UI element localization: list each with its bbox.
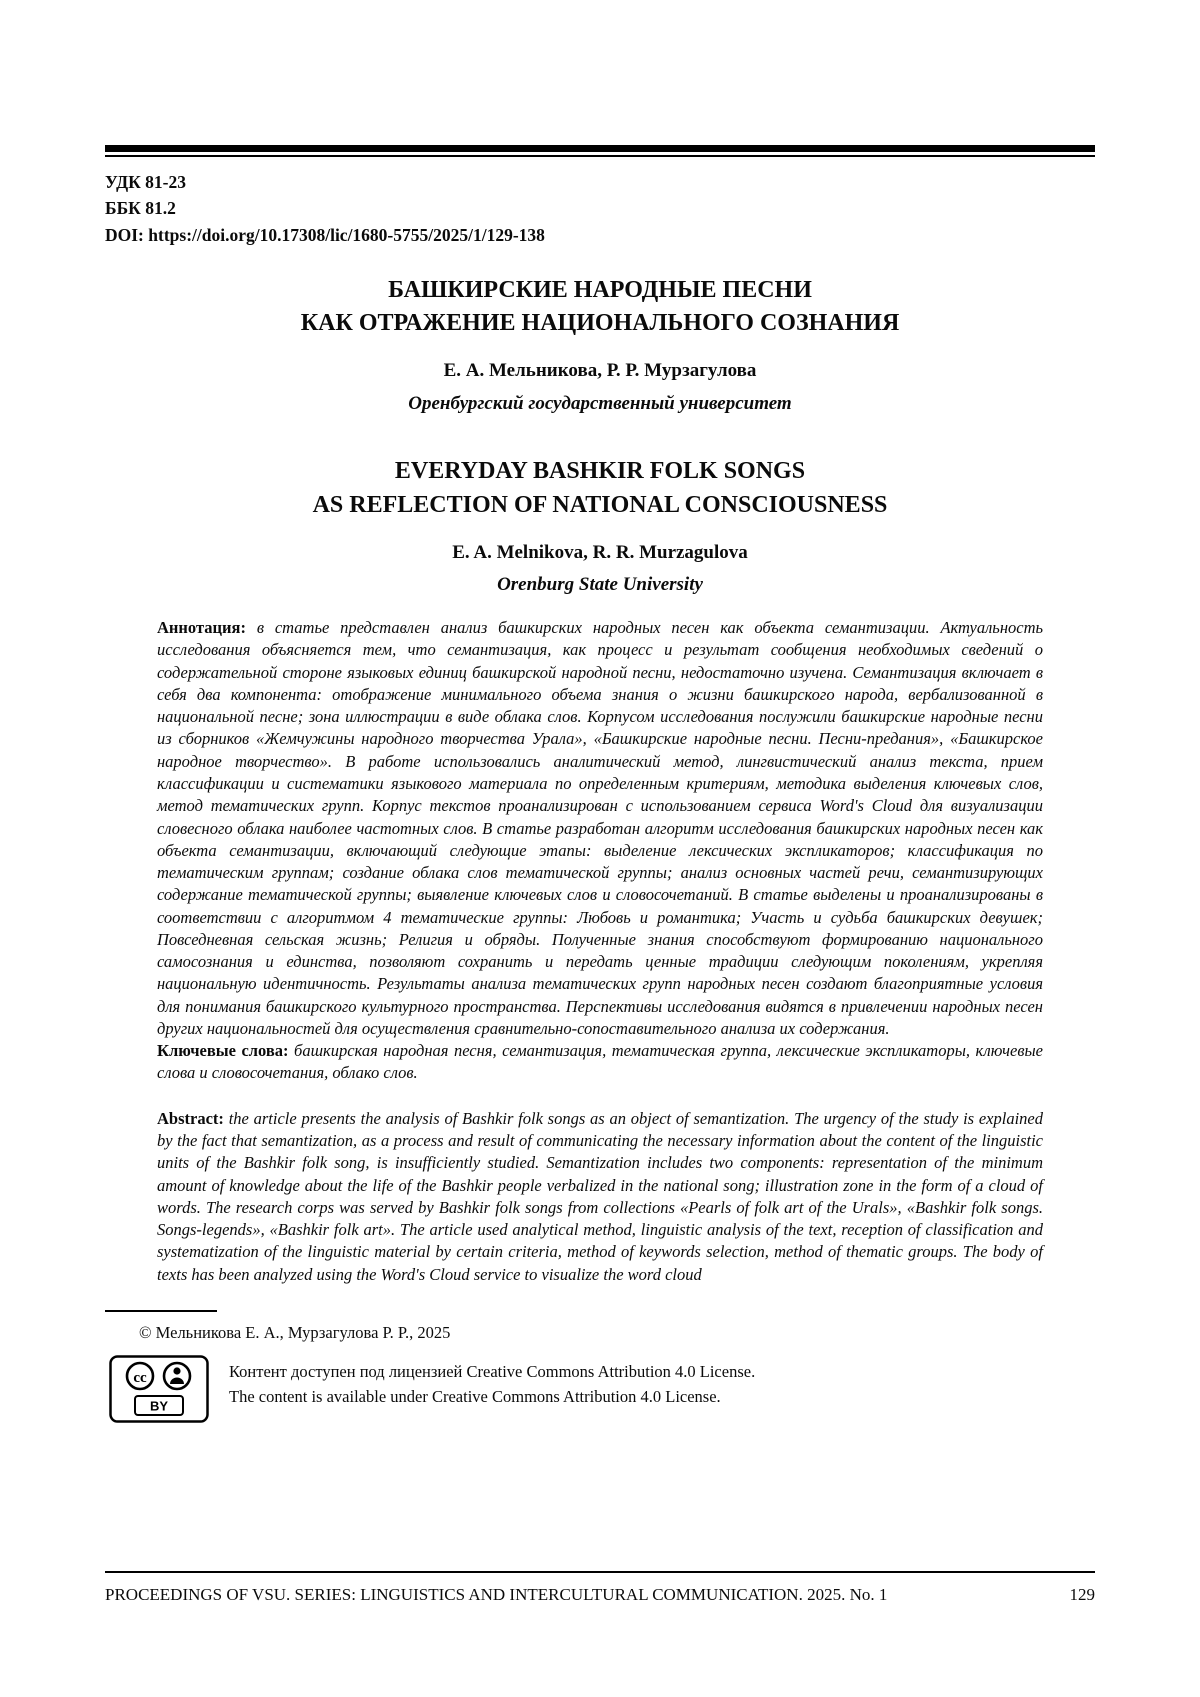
journal-title: PROCEEDINGS OF VSU. SERIES: LINGUISTICS AND INTERCULTURAL COMMUNICATION. 2025. No. 1 <box>105 1585 888 1604</box>
page-number: 129 <box>1069 1585 1095 1604</box>
by-label: BY <box>149 1398 169 1414</box>
footer-rule <box>105 1571 1095 1573</box>
affiliation-ru: Оренбургский государственный университет <box>408 392 792 414</box>
copyright-line: © Мельникова Е. А., Мурзагулова Р. Р., 2025 <box>139 1322 451 1342</box>
cc-by-badge-icon <box>109 1355 209 1423</box>
article-meta <box>105 169 1095 248</box>
footer-line <box>105 1585 1095 1605</box>
udk-code: УДК 81-23 <box>105 172 187 192</box>
cc-icon-label: cc <box>133 1369 147 1386</box>
annotation-text: в статье представлен анализ башкирских народных песен как объекта семантизации. Актуальность исследования объясняется тем, что семантизация, как процесс и результат сообщения необходимых сведений о содержательной стороне языковых единиц башкирской народной песни, недостаточно изучена. Семантизация включает в себя два компонента: отображение минимального объема знания о жизни башкирского народа, вербализованной в национальной песне; зона иллюстрации в виде облака слов. Корпусом исследования послужили башкирские народные песни из сборников «Жемчужины народного творчества Урала», «Башкирские народные песни. Песни-предания», «Башкирское народное творчество». В работе использовались аналитический метод, лингвистический анализ текста, прием классификации и систематики языкового материала по определенным критериям, методика выделения ключевых слов, метод тематических групп. Корпус текстов проанализирован с использованием сервиса Word's Cloud для визуализации словесного облака наиболее частотных слов. В статье разработан алгоритм исследования башкирских народных песен как объекта семантизации, включающий следующие этапы: выделение лексических экспликаторов; классификация по тематическим группам; создание облака слов тематической группы; анализ основных частей речи, семантизирующих содержание тематической группы; выявление ключевых слов и словосочетаний. В статье выделены и проанализированы в соответствии с алгоритмом 4 тематические группы: Любовь и романтика; Участь и судьба башкирских девушек; Повседневная сельская жизнь; Религия и обряды. Полученные знания способствуют формированию национального самосознания и единства, позволяют сохранить и передать ценные традиции следующим поколениям, укрепляя национальную идентичность. Результаты анализа тематических групп народных песен создают благоприятные условия для понимания башкирского культурного пространства. Перспективы исследования видятся в привлечении народных песен других национальностей для осуществления сравнительно-сопоставительного анализа их содержания. <box>157 618 1043 1038</box>
doi-link: DOI: https://doi.org/10.17308/lic/1680-5755/2025/1/129-138 <box>105 224 545 245</box>
affiliation-en: Orenburg State University <box>497 574 703 596</box>
authors-en: E. A. Melnikova, R. R. Murzagulova <box>452 541 748 563</box>
title-en-line-2: AS REFLECTION OF NATIONAL CONSCIOUSNESS <box>312 492 888 519</box>
annotation-label: Аннотация: <box>157 618 246 638</box>
top-rule-thick <box>105 145 1095 152</box>
abstract-en <box>157 1108 1043 1286</box>
license-text <box>229 1355 755 1410</box>
keywords-ru <box>157 1040 1043 1085</box>
abstract-label: Abstract: <box>157 1108 224 1128</box>
license-line-ru: Контент доступен под лицензией Creative Commons Attribution 4.0 License. <box>229 1361 756 1381</box>
keywords-text: башкирская народная песня, семантизация, тематическая группа, лексические экспликаторы, ключевые слова и словосочетания, облако слов. <box>157 1041 1044 1083</box>
person-icon-head <box>173 1367 180 1374</box>
page-footer <box>105 1571 1095 1605</box>
license-row <box>109 1355 1095 1423</box>
title-en <box>105 455 1095 522</box>
top-rule-thin <box>105 155 1095 157</box>
annotation-ru <box>157 617 1043 1040</box>
footnote-rule <box>105 1310 217 1312</box>
abstract-section <box>157 617 1043 1286</box>
keywords-label: Ключевые слова: <box>157 1041 289 1061</box>
license-line-en: The content is available under Creative Commons Attribution 4.0 License. <box>229 1387 721 1407</box>
abstract-text: the article presents the analysis of Bashkir folk songs as an object of semantization. The urgency of the study is explained by the fact that semantization, as a process and result of communicating the necessary information about the content of the linguistic units of the Bashkir folk song, is insufficiently studied. Semantization includes two components: representation of the minimum amount of knowledge about the life of the Bashkir people verbalized in the national song; illustration zone in the form of a cloud of words. The research corps was served by Bashkir folk songs from collections «Pearls of folk art of the Urals», «Bashkir folk songs. Songs-legends», «Bashkir folk art». The article used analytical method, linguistic analysis of the text, reception of classification and systematization of the linguistic material by certain criteria, method of keywords selection, method of thematic groups. The body of texts has been analyzed using the Word's Cloud service to visualize the word cloud <box>157 1108 1043 1284</box>
bbk-code: ББК 81.2 <box>105 198 176 219</box>
title-ru-line-1: БАШКИРСКИЕ НАРОДНЫЕ ПЕСНИ <box>388 276 812 303</box>
title-ru-line-2: КАК ОТРАЖЕНИЕ НАЦИОНАЛЬНОГО СОЗНАНИЯ <box>300 310 900 337</box>
footnote-block <box>105 1310 1095 1423</box>
title-ru <box>105 274 1095 341</box>
title-en-line-1: EVERYDAY BASHKIR FOLK SONGS <box>394 458 806 485</box>
authors-ru: Е. А. Мельникова, Р. Р. Мурзагулова <box>443 359 757 381</box>
